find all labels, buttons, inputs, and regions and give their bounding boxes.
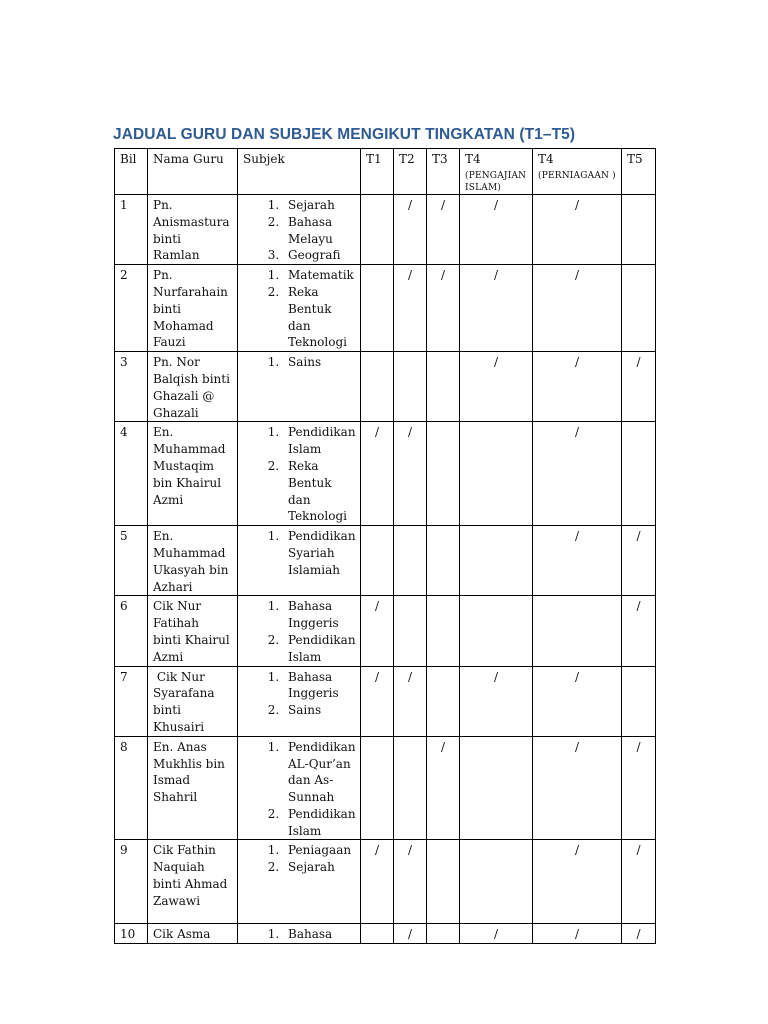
bil-cell: 4 xyxy=(115,422,148,526)
teacher-name-line: Pn. xyxy=(153,198,173,212)
mark-cell-t5: / xyxy=(622,924,656,944)
teacher-name-line: Cik Fathin xyxy=(153,843,216,858)
bil-cell: 10 xyxy=(115,924,148,944)
subject-item: 1. Pendidikan AL-Qur’an dan As-Sunnah xyxy=(283,739,355,806)
mark-cell-t3: / xyxy=(427,736,460,840)
mark-cell-t2: / xyxy=(394,265,427,352)
teacher-name-cell xyxy=(148,736,238,840)
header-t5: T5 xyxy=(622,149,656,195)
mark-cell-t4a xyxy=(460,736,533,840)
table-row xyxy=(115,736,656,840)
teacher-name-line: binti xyxy=(153,301,181,316)
teacher-name-line: Azhari xyxy=(153,579,193,594)
teacher-name-line: Cik Nur xyxy=(153,669,205,684)
teacher-name-cell xyxy=(148,352,238,422)
table-row xyxy=(115,265,656,352)
header-row xyxy=(115,149,656,195)
subject-item: 2. Reka Bentuk dan Teknologi xyxy=(283,284,355,351)
teacher-name-line: binti Ahmad xyxy=(153,877,228,892)
teacher-name-line: Syarafana xyxy=(153,686,215,701)
mark-cell-t5: / xyxy=(622,736,656,840)
teacher-name-line: Azmi xyxy=(153,649,184,664)
header-t3: T3 xyxy=(427,149,460,195)
teacher-name-line: Nurfarahain xyxy=(153,284,228,299)
teacher-name-line: Muhammad xyxy=(153,442,226,457)
header-t4-label: T4 xyxy=(465,152,481,166)
mark-cell-t3 xyxy=(427,666,460,736)
mark-cell-t3 xyxy=(427,352,460,422)
table-row xyxy=(115,422,656,526)
mark-cell-t2 xyxy=(394,526,427,596)
mark-cell-t4b: / xyxy=(533,666,622,736)
subject-list xyxy=(243,739,355,840)
table-row xyxy=(115,352,656,422)
subject-list xyxy=(243,354,355,371)
teacher-name-cell xyxy=(148,195,238,265)
teacher-name-line: Cik Asma xyxy=(153,927,211,942)
subject-item: 1. Matematik xyxy=(283,267,355,284)
mark-cell-t4b: / xyxy=(533,352,622,422)
subject-item: 2. Sejarah xyxy=(283,859,355,876)
table-row xyxy=(115,666,656,736)
table-row xyxy=(115,596,656,666)
teacher-name-cell xyxy=(148,924,238,944)
mark-cell-t1 xyxy=(361,526,394,596)
mark-cell-t4a xyxy=(460,526,533,596)
teacher-name-line: binti xyxy=(153,703,181,718)
teacher-subject-table xyxy=(114,148,656,944)
subject-item: 1. Sejarah xyxy=(283,197,355,214)
mark-cell-t4a xyxy=(460,596,533,666)
mark-cell-t2 xyxy=(394,352,427,422)
teacher-name-line: binti Khairul xyxy=(153,632,230,647)
subject-item: 1. Bahasa Inggeris xyxy=(283,598,355,632)
mark-cell-t1 xyxy=(361,352,394,422)
mark-cell-t1: / xyxy=(361,666,394,736)
teacher-name-line: Cik Nur xyxy=(153,599,202,614)
mark-cell-t2: / xyxy=(394,195,427,265)
mark-cell-t4a: / xyxy=(460,352,533,422)
teacher-name-line: Ghazali @ xyxy=(153,388,215,403)
header-t1: T1 xyxy=(361,149,394,195)
teacher-name-cell xyxy=(148,422,238,526)
mark-cell-t5 xyxy=(622,666,656,736)
teacher-name-line: Shahril xyxy=(153,790,198,805)
subject-cell xyxy=(238,195,361,265)
teacher-name-line: Ukasyah bin xyxy=(153,562,229,577)
teacher-name-line: Zawawi xyxy=(153,893,201,908)
subject-cell xyxy=(238,265,361,352)
subject-item: 1. Pendidikan Syariah Islamiah xyxy=(283,528,355,578)
mark-cell-t1: / xyxy=(361,596,394,666)
mark-cell-t3 xyxy=(427,596,460,666)
bil-cell: 9 xyxy=(115,840,148,924)
bil-cell: 8 xyxy=(115,736,148,840)
mark-cell-t5: / xyxy=(622,352,656,422)
table-body xyxy=(115,195,656,944)
mark-cell-t5 xyxy=(622,422,656,526)
subject-item: 1. Bahasa Inggeris xyxy=(283,669,355,703)
header-t4-sub: (PERNIAGAAN ) xyxy=(538,170,616,181)
subject-list xyxy=(243,669,355,719)
header-t4-perniagaan xyxy=(533,149,622,195)
teacher-name-line: binti xyxy=(153,231,181,246)
header-t4-pengajian-islam xyxy=(460,149,533,195)
subject-list xyxy=(243,842,355,876)
subject-item: 2. Pendidikan Islam xyxy=(283,632,355,666)
subject-item: 1. Sains xyxy=(283,354,355,371)
teacher-name-line: En. Anas xyxy=(153,739,207,754)
bil-cell: 3 xyxy=(115,352,148,422)
mark-cell-t3: / xyxy=(427,195,460,265)
subject-cell xyxy=(238,840,361,924)
teacher-name-line: Pn. xyxy=(153,268,173,283)
header-t4-label: T4 xyxy=(538,152,554,166)
teacher-name-line: En. xyxy=(153,529,174,544)
teacher-name-line: Azmi xyxy=(153,492,184,507)
mark-cell-t2: / xyxy=(394,924,427,944)
header-t4-sub: (PENGAJIAN ISLAM) xyxy=(465,170,527,193)
mark-cell-t4a: / xyxy=(460,195,533,265)
teacher-name-line: Fatihah xyxy=(153,616,199,631)
mark-cell-t1: / xyxy=(361,840,394,924)
mark-cell-t2: / xyxy=(394,666,427,736)
subject-item: 2. Reka Bentuk dan Teknologi xyxy=(283,458,355,525)
teacher-name-line: Muhammad xyxy=(153,545,226,560)
mark-cell-t4b: / xyxy=(533,736,622,840)
teacher-name-line: Mukhlis bin xyxy=(153,756,225,771)
mark-cell-t4b xyxy=(533,596,622,666)
subject-cell xyxy=(238,596,361,666)
teacher-name-line: bin Khairul xyxy=(153,475,222,490)
bil-cell: 6 xyxy=(115,596,148,666)
mark-cell-t2: / xyxy=(394,840,427,924)
mark-cell-t4b: / xyxy=(533,924,622,944)
mark-cell-t4b: / xyxy=(533,422,622,526)
teacher-name-line: Khusairi xyxy=(153,719,205,734)
mark-cell-t4a: / xyxy=(460,666,533,736)
subject-item: 1. Bahasa xyxy=(283,926,355,943)
header-subjek: Subjek xyxy=(238,149,361,195)
mark-cell-t1: / xyxy=(361,422,394,526)
mark-cell-t4b: / xyxy=(533,526,622,596)
teacher-name-line: Mohamad xyxy=(153,318,214,333)
bil-cell: 7 xyxy=(115,666,148,736)
mark-cell-t5: / xyxy=(622,840,656,924)
mark-cell-t4a xyxy=(460,422,533,526)
table-row xyxy=(115,924,656,944)
subject-item: 2. Sains xyxy=(283,702,355,719)
subject-list xyxy=(243,598,355,665)
table-row xyxy=(115,195,656,265)
mark-cell-t3 xyxy=(427,924,460,944)
teacher-name-line: Naquiah xyxy=(153,860,205,875)
teacher-name-cell xyxy=(148,666,238,736)
subject-list xyxy=(243,926,355,943)
mark-cell-t1 xyxy=(361,195,394,265)
subject-cell xyxy=(238,666,361,736)
mark-cell-t2 xyxy=(394,596,427,666)
mark-cell-t5: / xyxy=(622,526,656,596)
header-nama-guru: Nama Guru xyxy=(148,149,238,195)
subject-item: 1. Pendidikan Islam xyxy=(283,424,355,458)
subject-list xyxy=(243,197,355,264)
mark-cell-t1 xyxy=(361,265,394,352)
mark-cell-t4b: / xyxy=(533,840,622,924)
bil-cell: 5 xyxy=(115,526,148,596)
subject-cell xyxy=(238,526,361,596)
table-row xyxy=(115,840,656,924)
teacher-name-line: En. xyxy=(153,425,174,440)
bil-cell: 1 xyxy=(115,195,148,265)
subject-list xyxy=(243,267,355,351)
teacher-name-line: Anismastura xyxy=(153,214,230,229)
teacher-name-line: Fauzi xyxy=(153,335,186,350)
mark-cell-t4a: / xyxy=(460,924,533,944)
mark-cell-t4a xyxy=(460,840,533,924)
subject-cell xyxy=(238,352,361,422)
header-t2: T2 xyxy=(394,149,427,195)
subject-item: 1. Peniagaan xyxy=(283,842,355,859)
subject-cell xyxy=(238,924,361,944)
teacher-name-cell xyxy=(148,840,238,924)
mark-cell-t3: / xyxy=(427,265,460,352)
teacher-name-line: Ismad xyxy=(153,773,191,788)
teacher-name-line: Ghazali xyxy=(153,405,199,420)
teacher-name-cell xyxy=(148,596,238,666)
teacher-name-line: Ramlan xyxy=(153,248,200,263)
table-row xyxy=(115,526,656,596)
mark-cell-t5: / xyxy=(622,596,656,666)
mark-cell-t4a: / xyxy=(460,265,533,352)
mark-cell-t5 xyxy=(622,195,656,265)
teacher-name-line: Pn. Nor xyxy=(153,355,200,370)
mark-cell-t3 xyxy=(427,422,460,526)
bil-cell: 2 xyxy=(115,265,148,352)
subject-item: 3. Geografi xyxy=(283,247,355,264)
subject-item: 2. Pendidikan Islam xyxy=(283,806,355,840)
subject-cell xyxy=(238,736,361,840)
teacher-name-cell xyxy=(148,526,238,596)
mark-cell-t3 xyxy=(427,526,460,596)
subject-list xyxy=(243,424,355,525)
teacher-name-cell xyxy=(148,265,238,352)
header-bil: Bil xyxy=(115,149,148,195)
mark-cell-t2 xyxy=(394,736,427,840)
teacher-name-line: Mustaqim xyxy=(153,458,215,473)
subject-item: 2. Bahasa Melayu xyxy=(283,214,355,248)
subject-cell xyxy=(238,422,361,526)
mark-cell-t2: / xyxy=(394,422,427,526)
mark-cell-t5 xyxy=(622,265,656,352)
document-title: JADUAL GURU DAN SUBJEK MENGIKUT TINGKATAN (T1–T5) xyxy=(113,126,576,143)
mark-cell-t1 xyxy=(361,924,394,944)
mark-cell-t1 xyxy=(361,736,394,840)
mark-cell-t3 xyxy=(427,840,460,924)
mark-cell-t4b: / xyxy=(533,195,622,265)
mark-cell-t4b: / xyxy=(533,265,622,352)
teacher-name-line: Balqish binti xyxy=(153,371,230,386)
subject-list xyxy=(243,528,355,578)
